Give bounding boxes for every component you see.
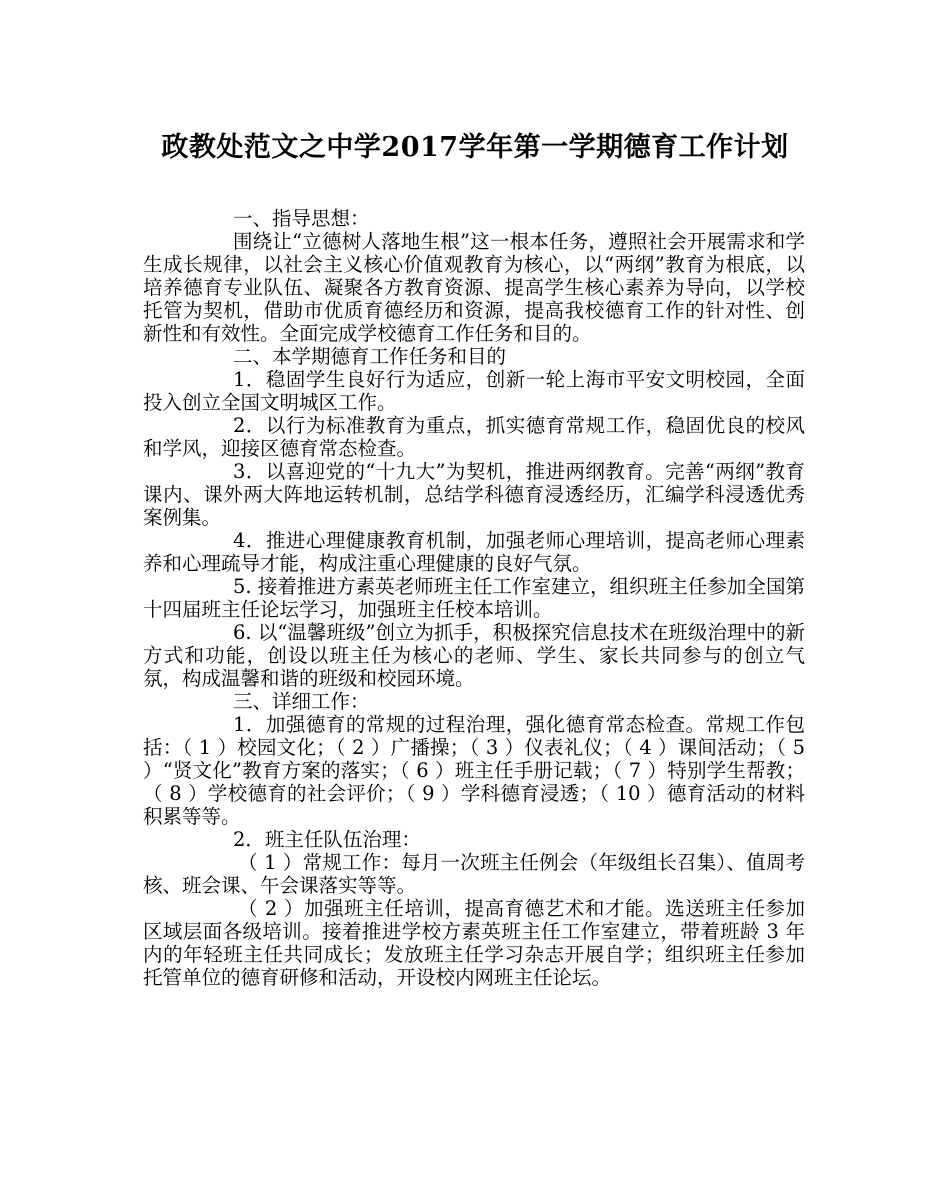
section-heading-tasks-goals: 二、本学期德育工作任务和目的 [233, 345, 507, 368]
task-item-1: 1．稳固学生良好行为适应，创新一轮上海市平安文明校园，全面投入创立全国文明城区工作。 [143, 368, 805, 414]
task-item-2: 2．以行为标准教育为重点，抓实德育常规工作，稳固优良的校风和学风，迎接区德育常态检查。 [143, 414, 805, 460]
work-item-1: 1．加强德育的常规的过程治理，强化德育常态检查。常规工作包括：（ 1 ）校园文化；（ 2 ）广播操；（ 3 ）仪表礼仪；（ 4 ）课间活动；（ 5 ）“贤文化”教育方案的落实；（ 6 ）班主任手册记载；（ 7 ）特别学生帮教；（ 8 ）学校德育的社会评价；（ 9 ）学科德育浸透；（ 10 ）德育活动的材料积累等等。 [143, 713, 805, 828]
work-subitem-1: （ 1 ）常规工作：每月一次班主任例会（年级组长召集）、值周考核、班会课、午会课落实等等。 [143, 851, 805, 897]
paragraph-guiding-thought: 围绕让“立德树人落地生根”这一根本任务，遵照社会开展需求和学生成长规律，以社会主义核心价值观教育为核心，以“两纲”教育为根底，以培养德育专业队伍、凝聚各方教育资源、提高学生核心素养为导向，以学校托管为契机，借助市优质育德经历和资源，提高我校德育工作的针对性、创新性和有效性。全面完成学校德育工作任务和目的。 [143, 230, 805, 345]
section-heading-detailed-work: 三、详细工作： [233, 690, 370, 713]
task-item-4: 4．推进心理健康教育机制，加强老师心理培训，提高老师心理素养和心理疏导才能，构成注重心理健康的良好气氛。 [143, 529, 805, 575]
task-item-6: 6. 以“温馨班级”创立为抓手，积极探究信息技术在班级治理中的新方式和功能，创设以班主任为核心的老师、学生、家长共同参与的创立气氛，构成温馨和谐的班级和校园环境。 [143, 621, 805, 690]
work-subitem-2: （ 2 ）加强班主任培训，提高育德艺术和才能。选送班主任参加区域层面各级培训。接着推进学校方素英班主任工作室建立，带着班龄 3 年内的年轻班主任共同成长；发放班主任学习杂志开展自学；组织班主任参加托管单位的德育研修和活动，开设校内网班主任论坛。 [143, 897, 805, 989]
document-title: 政教处范文之中学2017学年第一学期德育工作计划 [161, 132, 789, 163]
task-item-3: 3．以喜迎党的“十九大”为契机，推进两纲教育。完善“两纲”教育课内、课外两大阵地运转机制，总结学科德育浸透经历，汇编学科浸透优秀案例集。 [143, 460, 805, 529]
task-item-5: 5. 接着推进方素英老师班主任工作室建立，组织班主任参加全国第十四届班主任论坛学习，加强班主任校本培训。 [143, 575, 805, 621]
section-heading-guiding-thought: 一、指导思想： [233, 207, 370, 230]
document-body [143, 207, 805, 989]
work-item-2: 2．班主任队伍治理： [233, 828, 421, 851]
